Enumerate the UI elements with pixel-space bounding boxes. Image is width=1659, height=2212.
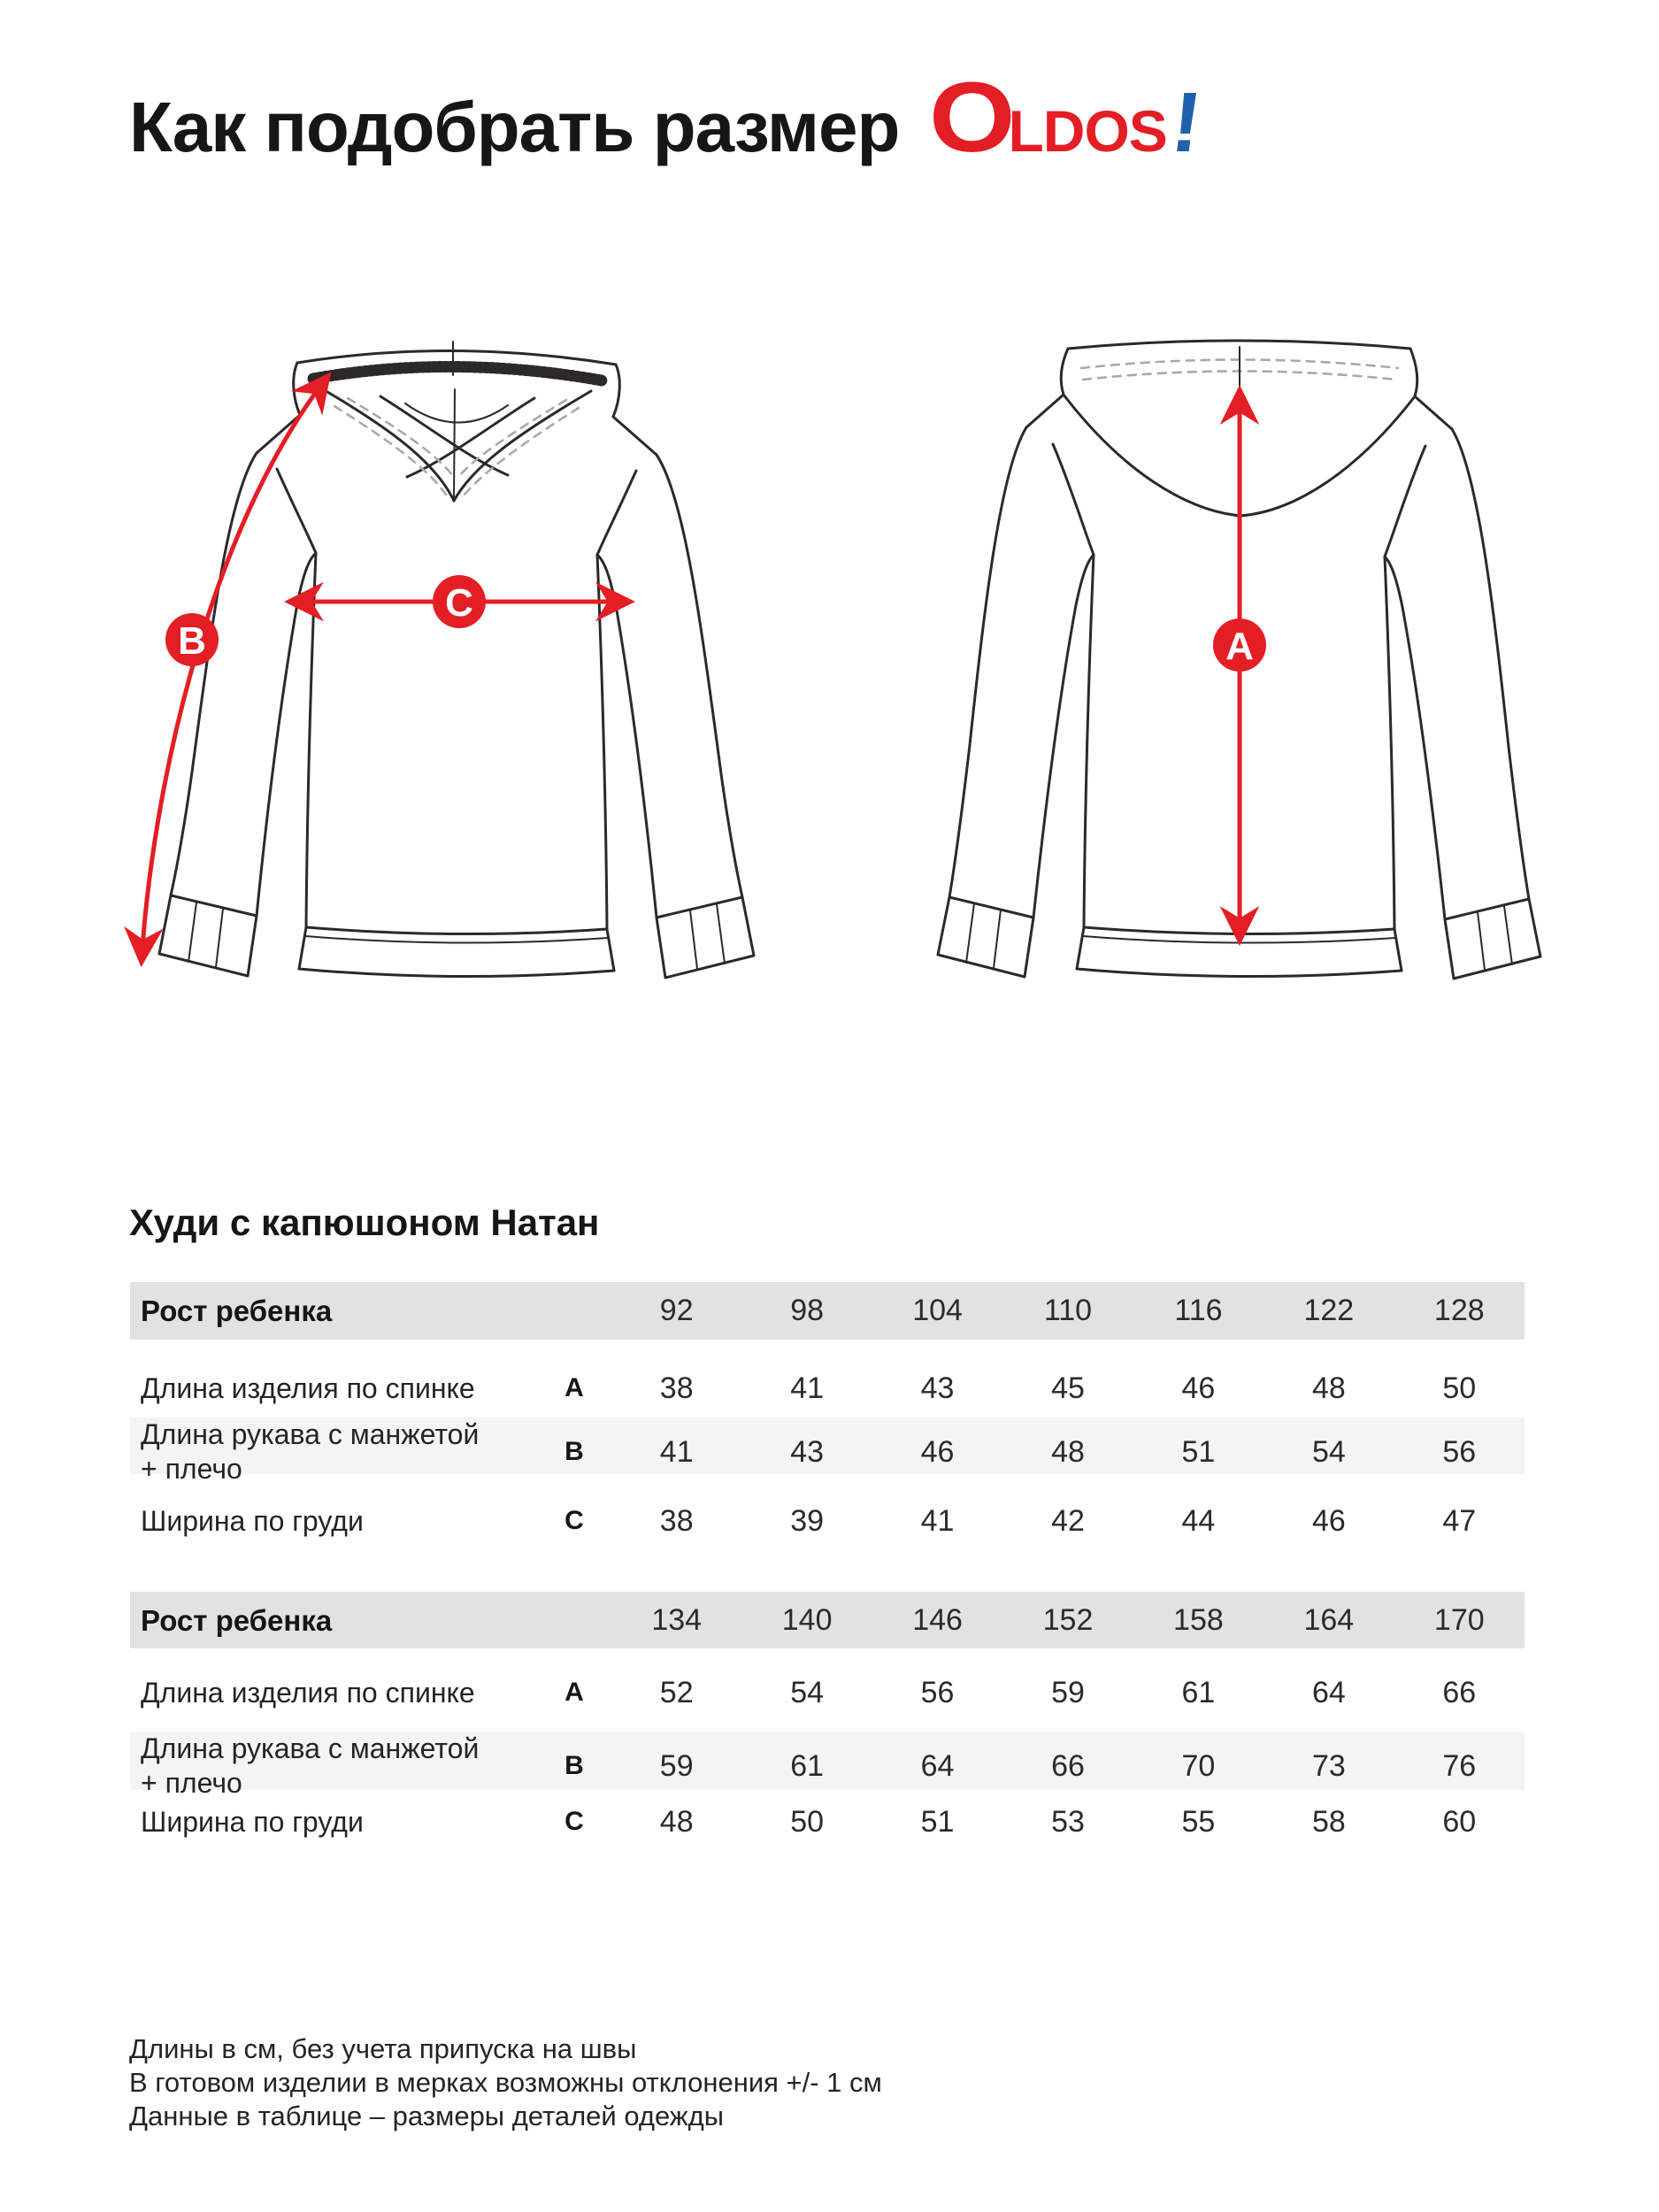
size-value-cell: 41 <box>790 1371 825 1405</box>
table-header-row <box>130 1282 1525 1340</box>
size-value-cell: 76 <box>1442 1748 1477 1783</box>
size-value-cell: 60 <box>1442 1804 1477 1839</box>
measurement-row-a <box>130 1668 1525 1717</box>
hoodie-front-diagram <box>124 336 779 984</box>
measurement-label-line: Длина изделия по спинке <box>141 1371 475 1404</box>
size-value-cell: 52 <box>659 1675 694 1709</box>
measurement-label-line: Длина рукава с манжетой <box>141 1418 480 1450</box>
size-value-cell: 47 <box>1442 1503 1477 1538</box>
size-value-cell: 59 <box>1051 1675 1085 1709</box>
size-value-cell: 54 <box>790 1675 825 1709</box>
size-table-1 <box>130 1282 1525 1547</box>
measurement-letter: A <box>565 1373 584 1402</box>
height-size-cell: 170 <box>1433 1602 1485 1637</box>
size-value-cell: 46 <box>1181 1371 1216 1405</box>
table-header-row <box>130 1592 1525 1648</box>
size-tables <box>130 1282 1525 1847</box>
height-size-cell: 98 <box>790 1294 825 1327</box>
size-value-cell: 54 <box>1311 1434 1346 1469</box>
height-size-cell: 140 <box>781 1602 833 1637</box>
size-value-cell: 45 <box>1051 1371 1085 1405</box>
size-value-cell: 48 <box>1051 1434 1085 1469</box>
size-value-cell: 73 <box>1311 1748 1346 1783</box>
height-size-cell: 110 <box>1043 1294 1093 1327</box>
height-size-cell: 92 <box>659 1294 694 1327</box>
page-title <box>129 60 1207 174</box>
measure-c-letter: C <box>445 581 473 625</box>
footer-note-line: В готовом изделии в мерках возможны отклонения +/- 1 см <box>129 2067 882 2098</box>
hoodie-back-diagram <box>920 336 1575 984</box>
measure-b-badge <box>165 613 219 666</box>
measurement-row-b <box>130 1732 1525 1799</box>
measure-b-arrow <box>142 377 327 961</box>
table-header-label: Рост ребенка <box>141 1294 333 1327</box>
size-value-cell: 66 <box>1051 1748 1085 1783</box>
size-value-cell: 61 <box>790 1748 825 1783</box>
measurement-letter: C <box>565 1506 584 1535</box>
measurement-row-a <box>130 1363 1525 1414</box>
size-value-cell: 64 <box>1311 1675 1346 1709</box>
measurement-row-b <box>130 1417 1525 1485</box>
measure-b-letter: B <box>178 619 206 663</box>
measurement-letter: B <box>565 1751 584 1780</box>
height-size-cell: 134 <box>651 1602 703 1637</box>
height-size-cell: 152 <box>1042 1602 1094 1637</box>
size-value-cell: 64 <box>920 1748 955 1783</box>
measurement-row-c <box>130 1495 1525 1547</box>
size-value-cell: 38 <box>659 1503 694 1538</box>
logo-letter-o: O <box>929 62 1014 173</box>
size-value-cell: 46 <box>920 1434 955 1469</box>
size-value-cell: 50 <box>1442 1371 1477 1405</box>
measure-a-badge <box>1213 618 1266 672</box>
product-title: Худи с капюшоном Натан <box>129 1202 600 1243</box>
measurement-label <box>130 1805 537 1839</box>
size-value-cell: 43 <box>920 1371 955 1405</box>
height-size-cell: 158 <box>1173 1602 1224 1637</box>
height-size-cell: 104 <box>912 1294 963 1327</box>
size-value-cell: 44 <box>1181 1503 1216 1538</box>
size-value-cell: 59 <box>659 1748 694 1783</box>
size-value-cell: 53 <box>1051 1804 1085 1839</box>
measurement-label-line: Ширина по груди <box>141 1805 364 1838</box>
height-size-cell: 116 <box>1174 1294 1223 1327</box>
measurement-label <box>130 1504 537 1539</box>
size-value-cell: 39 <box>790 1503 825 1538</box>
height-size-cell: 146 <box>912 1602 963 1637</box>
measurement-label <box>130 1417 537 1486</box>
size-value-cell: 50 <box>790 1804 825 1839</box>
measurement-row-c <box>130 1797 1525 1847</box>
measure-a-letter: A <box>1225 625 1254 668</box>
size-value-cell: 58 <box>1311 1804 1346 1839</box>
size-value-cell: 66 <box>1442 1675 1477 1709</box>
size-table-2 <box>130 1592 1525 1847</box>
size-value-cell: 56 <box>920 1675 955 1709</box>
size-value-cell: 51 <box>920 1804 955 1839</box>
size-value-cell: 46 <box>1311 1503 1346 1538</box>
size-value-cell: 48 <box>659 1804 694 1839</box>
size-value-cell: 55 <box>1181 1804 1216 1839</box>
measurement-letter: B <box>565 1437 584 1466</box>
logo-letters-ldos: LDOS <box>1008 98 1167 164</box>
size-value-cell: 70 <box>1181 1748 1216 1783</box>
height-size-cell: 128 <box>1433 1294 1485 1327</box>
measurement-letter: A <box>565 1678 584 1707</box>
size-value-cell: 38 <box>659 1371 694 1405</box>
footer-notes <box>129 2032 882 2133</box>
page-title-text: Как подобрать размер <box>129 88 900 166</box>
measurement-label-line: Длина рукава с манжетой <box>141 1732 480 1764</box>
size-value-cell: 51 <box>1181 1434 1216 1469</box>
height-size-cell: 122 <box>1303 1294 1355 1327</box>
size-value-cell: 43 <box>790 1434 825 1469</box>
measurement-label <box>130 1371 537 1406</box>
measurement-letter: C <box>565 1807 584 1836</box>
height-size-cell: 164 <box>1303 1602 1355 1637</box>
logo-exclamation: ! <box>1166 75 1207 170</box>
footer-note-line: Данные в таблице – размеры деталей одежды <box>129 2101 724 2131</box>
size-value-cell: 41 <box>659 1434 694 1469</box>
measurement-label-line: + плечо <box>141 1767 242 1799</box>
table-header-label: Рост ребенка <box>141 1603 333 1637</box>
measurement-label <box>130 1732 537 1801</box>
size-value-cell: 61 <box>1181 1675 1216 1709</box>
size-value-cell: 56 <box>1442 1434 1477 1469</box>
measure-c-badge <box>433 575 486 628</box>
oldos-logo <box>929 60 1207 174</box>
measurement-label-line: + плечо <box>141 1453 242 1485</box>
hoodie-front-linework <box>159 342 754 978</box>
measurement-label <box>130 1676 537 1710</box>
measurement-label-line: Длина изделия по спинке <box>141 1676 475 1709</box>
size-value-cell: 48 <box>1311 1371 1346 1405</box>
measurement-label-line: Ширина по груди <box>141 1504 364 1537</box>
size-value-cell: 42 <box>1051 1503 1085 1538</box>
footer-note-line: Длины в см, без учета припуска на швы <box>129 2033 637 2064</box>
size-value-cell: 41 <box>920 1503 955 1538</box>
